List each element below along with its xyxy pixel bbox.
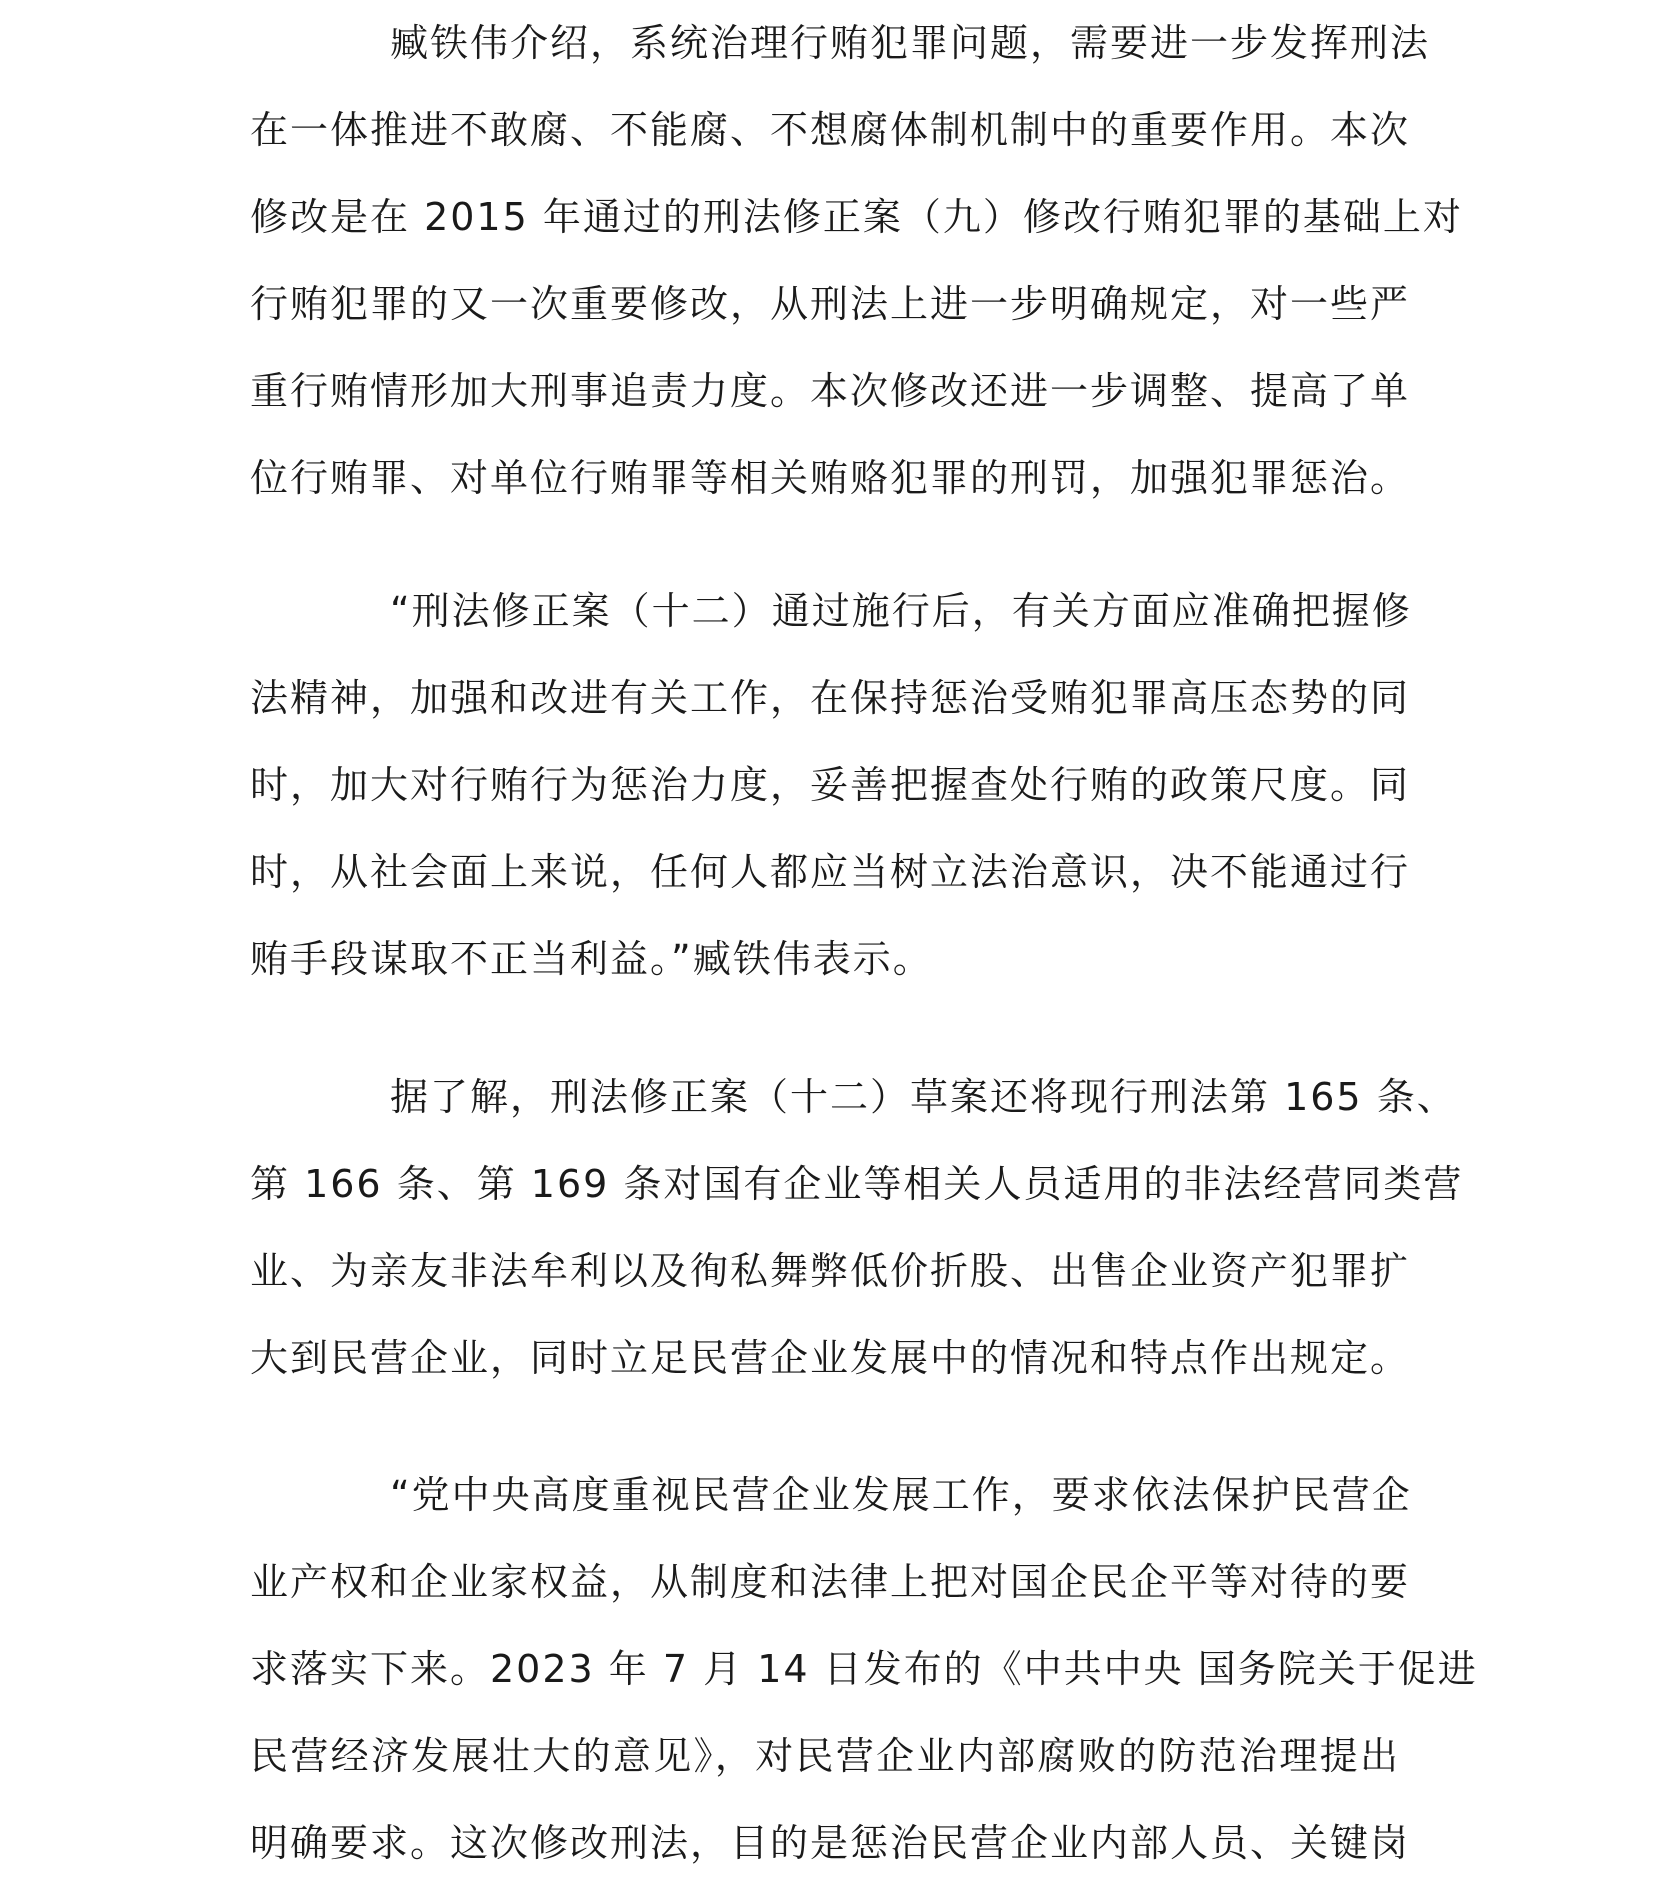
paragraph-line: 法精神，加强和改进有关工作，在保持惩治受贿犯罪高压态势的同 [250,676,1411,720]
paragraph-line: 业、为亲友非法牟利以及徇私舞弊低价折股、出售企业资产犯罪扩 [250,1249,1411,1293]
paragraph-1 [250,0,1463,522]
paragraph-line: “刑法修正案（十二）通过施行后，有关方面应准确把握修 [390,589,1412,633]
paragraph-line: 臧铁伟介绍，系统治理行贿犯罪问题，需要进一步发挥刑法 [390,21,1431,65]
paragraph-line: 第 166 条、第 169 条对国有企业等相关人员适用的非法经营同类营 [250,1162,1464,1206]
paragraph-2 [250,568,1412,1003]
paragraph-line: 重行贿情形加大刑事追责力度。本次修改还进一步调整、提高了单 [250,369,1411,413]
paragraph-line: 位行贿罪、对单位行贿罪等相关贿赂犯罪的刑罚，加强犯罪惩治。 [250,456,1411,500]
paragraph-3 [250,1054,1464,1402]
paragraph-line: 明确要求。这次修改刑法，目的是惩治民营企业内部人员、关键岗 [250,1821,1411,1865]
paragraph-line: “党中央高度重视民营企业发展工作，要求依法保护民营企 [390,1473,1412,1517]
paragraph-line: 贿手段谋取不正当利益。”臧铁伟表示。 [250,937,933,981]
paragraph-line: 在一体推进不敢腐、不能腐、不想腐体制机制中的重要作用。本次 [250,108,1411,152]
paragraph-line: 求落实下来。2023 年 7 月 14 日发布的《中共中央 国务院关于促进 [250,1647,1478,1691]
paragraph-line: 时，从社会面上来说，任何人都应当树立法治意识，决不能通过行 [250,850,1411,894]
paragraph-line: 业产权和企业家权益，从制度和法律上把对国企民企平等对待的要 [250,1560,1411,1604]
paragraph-line: 行贿犯罪的又一次重要修改，从刑法上进一步明确规定，对一些严 [250,282,1411,326]
paragraph-line: 民营经济发展壮大的意见》，对民营企业内部腐败的防范治理提出 [250,1734,1400,1778]
paragraph-line: 修改是在 2015 年通过的刑法修正案（九）修改行贿犯罪的基础上对 [250,195,1463,239]
paragraph-line: 时，加大对行贿行为惩治力度，妥善把握查处行贿的政策尺度。同 [250,763,1411,807]
paragraph-line: 据了解，刑法修正案（十二）草案还将现行刑法第 165 条、 [390,1075,1457,1119]
paragraph-line: 大到民营企业，同时立足民营企业发展中的情况和特点作出规定。 [250,1336,1411,1380]
paragraph-4 [250,1452,1478,1887]
